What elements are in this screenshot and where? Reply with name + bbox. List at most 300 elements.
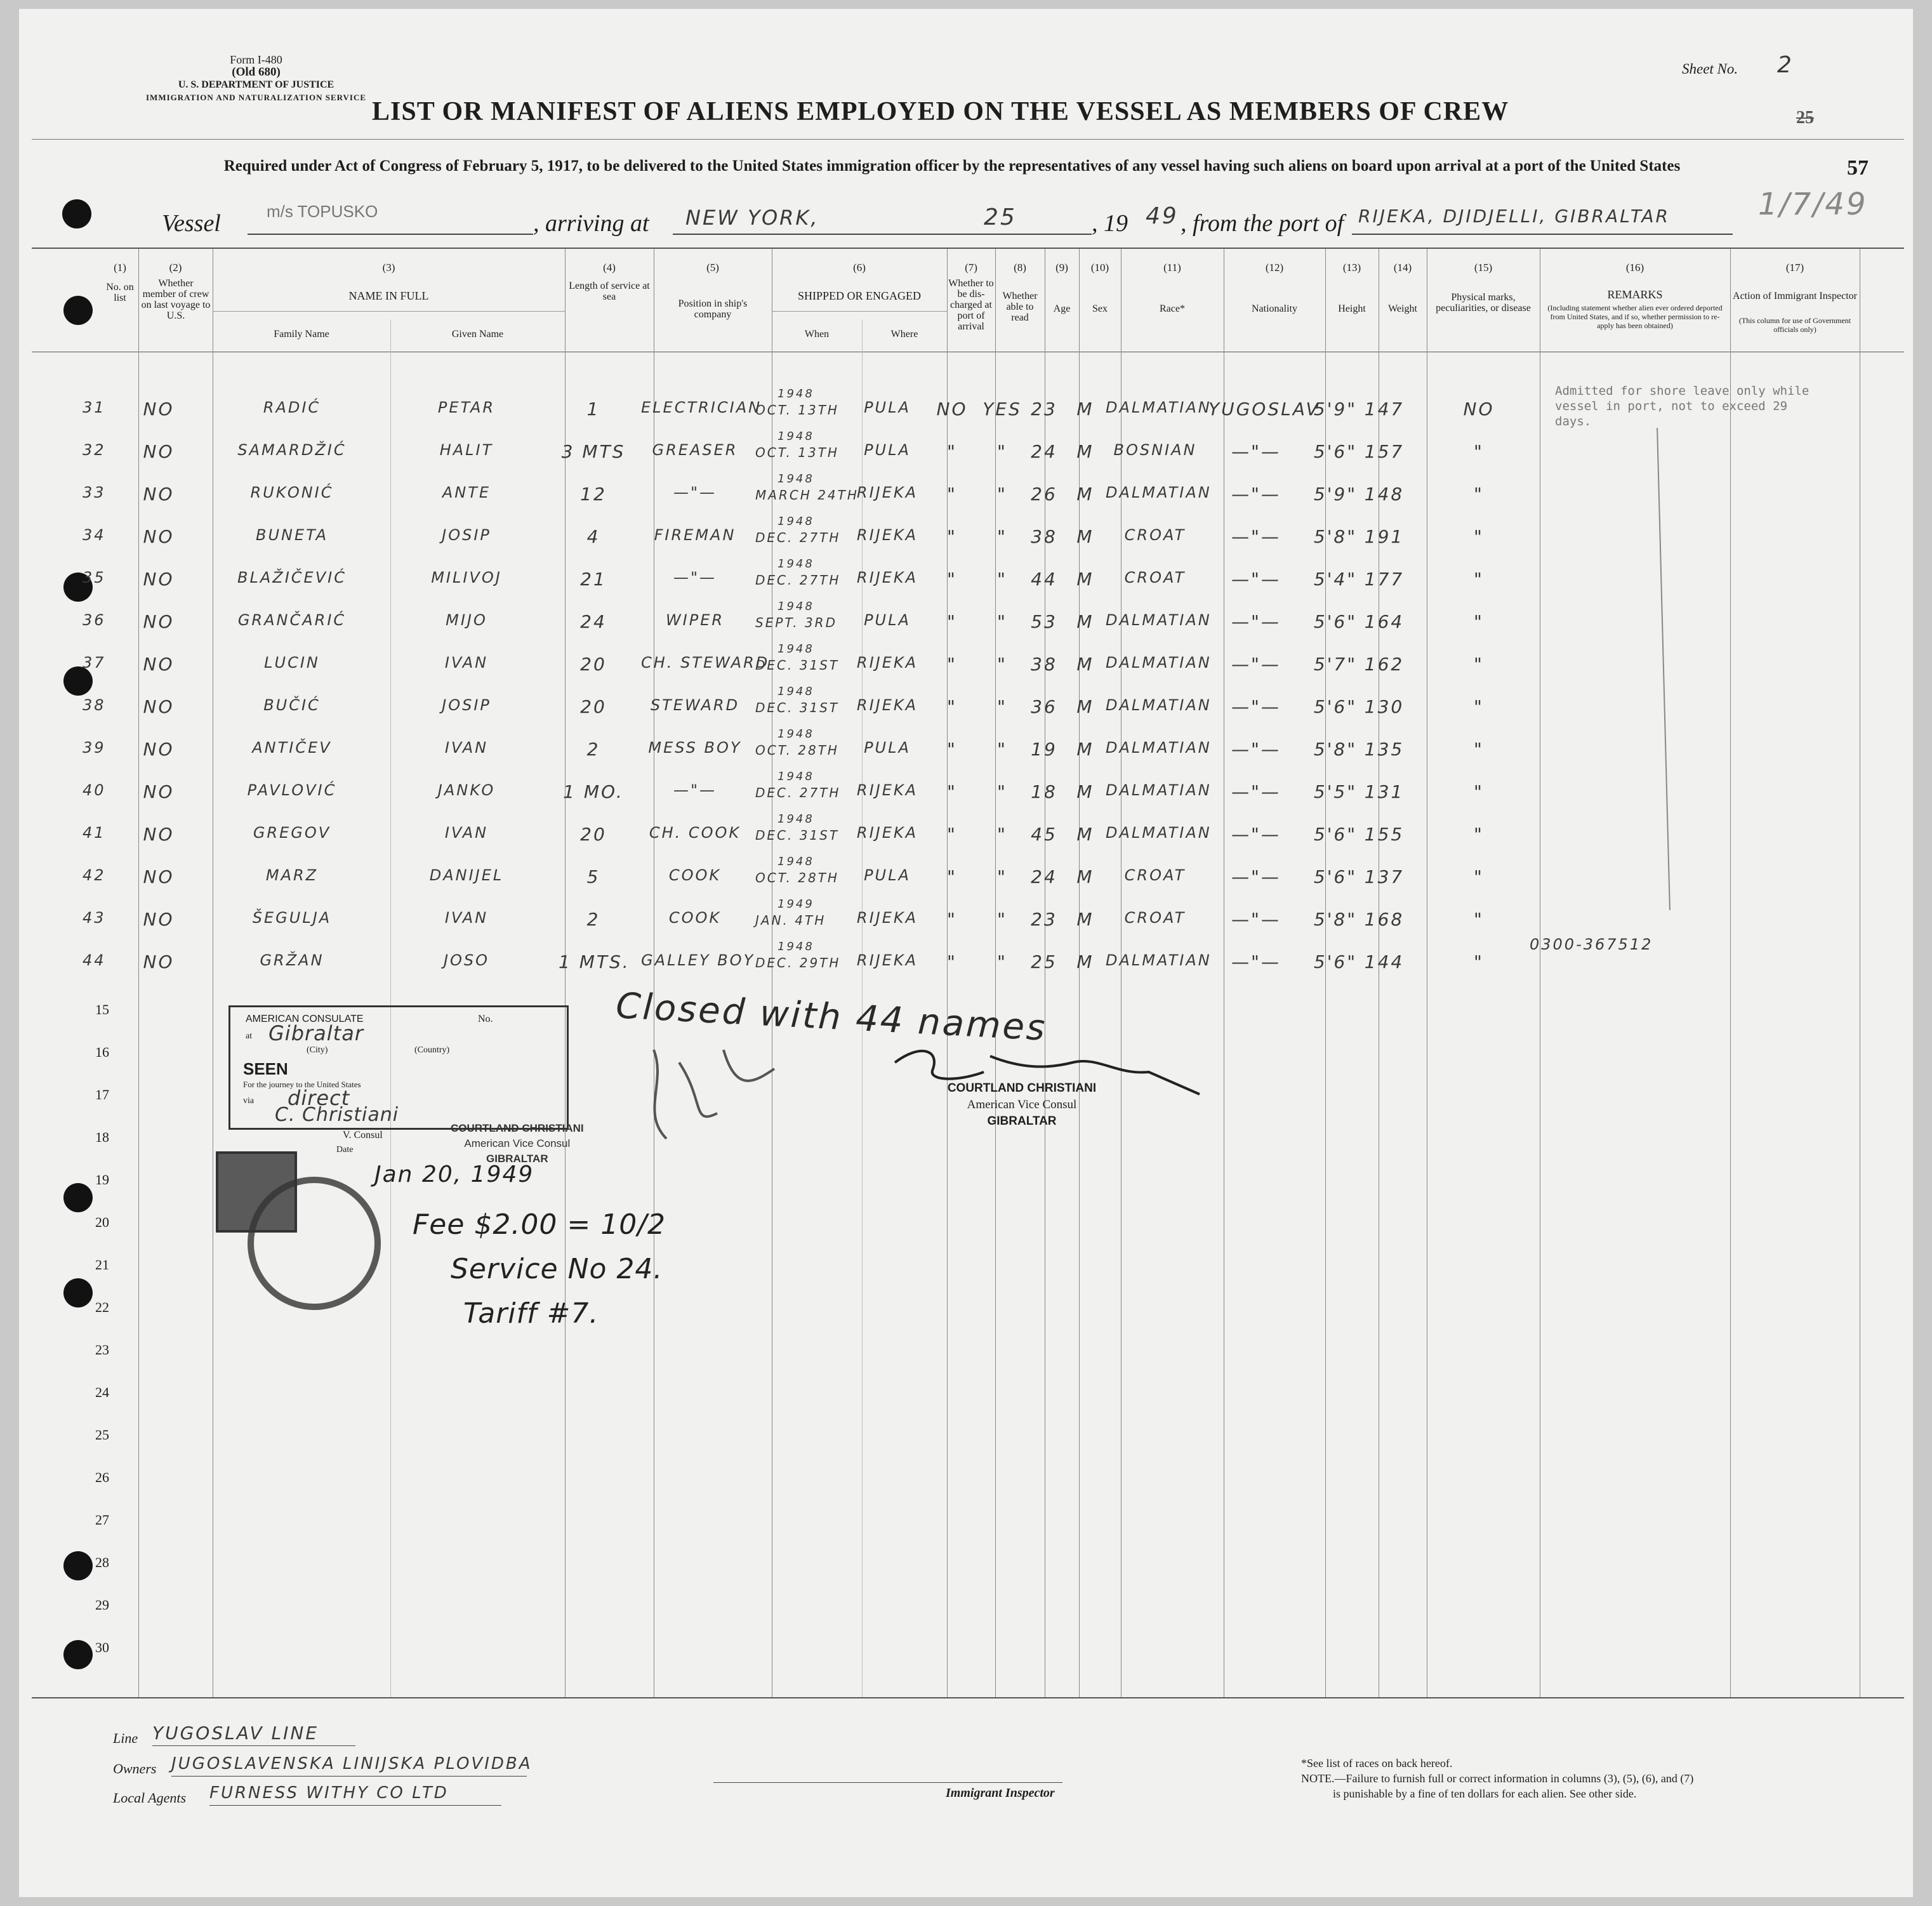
height: 5'8"	[1313, 909, 1358, 930]
race: CROAT	[1124, 569, 1186, 586]
crew-last-voyage: NO	[143, 569, 175, 590]
position: CH. COOK	[649, 824, 741, 842]
position: COOK	[668, 866, 722, 884]
empty-row-number: 24	[95, 1384, 109, 1400]
remark-row-44: 0300-367512	[1530, 936, 1653, 953]
position: COOK	[668, 909, 722, 927]
row-number: 43	[83, 909, 106, 927]
nationality: —"—	[1231, 611, 1281, 632]
empty-row-number: 21	[95, 1257, 109, 1273]
able-to-read: "	[997, 866, 1007, 887]
form-number: Form I-480	[230, 53, 282, 66]
given-name: HALIT	[439, 441, 494, 459]
header-action-note: (This column for use of Government officials only)	[1738, 316, 1851, 334]
stamp-city-label: (City)	[307, 1045, 328, 1055]
arrival-port: NEW YORK,	[685, 206, 819, 230]
shipped-where: RIJEKA	[856, 526, 918, 544]
position: —"—	[673, 781, 717, 799]
length-of-service: 24	[580, 611, 607, 632]
header-position: Position in ship's company	[678, 298, 748, 320]
stamp-at-label: at	[246, 1031, 253, 1041]
col-number: (10)	[1090, 261, 1109, 274]
shipped-where: RIJEKA	[856, 909, 918, 927]
position: FIREMAN	[654, 526, 736, 544]
position: GREASER	[652, 441, 738, 459]
owners: JUGOSLAVENSKA LINIJSKA PLOVIDBA	[171, 1754, 533, 1773]
row-number: 39	[83, 739, 106, 757]
empty-row-number: 30	[95, 1639, 109, 1655]
header-remarks: REMARKS	[1607, 288, 1663, 301]
nationality: —"—	[1231, 569, 1281, 590]
height: 5'9"	[1313, 399, 1358, 420]
age: 25	[1031, 951, 1057, 972]
header-physical-marks: Physical marks, peculiarities, or disease	[1436, 292, 1531, 314]
height: 5'5"	[1313, 781, 1358, 802]
col-number: (1)	[114, 261, 126, 274]
family-name: BUČIĆ	[263, 696, 321, 714]
able-to-read: "	[997, 781, 1007, 802]
physical-marks: "	[1474, 569, 1484, 590]
given-name: MILIVOJ	[431, 569, 502, 586]
age: 45	[1031, 824, 1057, 845]
punch-hole	[63, 1551, 93, 1580]
weight: 135	[1364, 739, 1405, 760]
discharged: "	[947, 611, 957, 632]
page-title: LIST OR MANIFEST OF ALIENS EMPLOYED ON THE VESSEL AS MEMBERS OF CREW	[372, 97, 1509, 126]
position: ELECTRICIAN	[641, 399, 762, 416]
able-to-read: "	[997, 696, 1007, 717]
family-name: MARZ	[265, 866, 319, 884]
height: 5'9"	[1313, 484, 1358, 505]
length-of-service: 2	[586, 739, 600, 760]
given-name: MIJO	[446, 611, 487, 629]
stamp-date: Jan 20, 1949	[374, 1161, 534, 1188]
shipped-year: 1948	[777, 770, 814, 783]
header-action-inspector: Action of Immigrant Inspector	[1733, 291, 1857, 301]
length-of-service: 12	[580, 484, 607, 505]
year-label: , 19	[1092, 210, 1128, 237]
race: DALMATIAN	[1106, 484, 1212, 501]
shipped-where: PULA	[864, 866, 911, 884]
shipped-where: RIJEKA	[856, 569, 918, 586]
row-number: 38	[83, 696, 106, 714]
race: BOSNIAN	[1113, 441, 1197, 459]
arriving-label: , arriving at	[533, 210, 649, 237]
remarks-shore-leave: Admitted for shore leave only while vessel in port, not to exceed 29 days.	[1555, 384, 1810, 428]
empty-row-number: 29	[95, 1597, 109, 1613]
empty-row-number: 18	[95, 1129, 109, 1145]
length-of-service: 2	[586, 909, 600, 930]
owners-label: Owners	[113, 1761, 157, 1777]
col-number: (4)	[603, 261, 616, 274]
struck-page-number: 25	[1796, 108, 1814, 128]
age: 53	[1031, 611, 1057, 632]
empty-row-number: 22	[95, 1299, 109, 1315]
age: 23	[1031, 399, 1057, 420]
remarks-ditto-line	[1657, 428, 1673, 910]
header-family-name: Family Name	[274, 329, 329, 340]
able-to-read: "	[997, 909, 1007, 930]
height: 5'6"	[1313, 951, 1358, 972]
col-number: (15)	[1474, 261, 1493, 274]
shipped-year: 1948	[777, 940, 814, 953]
shipped-year: 1948	[777, 600, 814, 613]
empty-row-number: 19	[95, 1172, 109, 1188]
physical-marks: "	[1474, 654, 1484, 675]
race: DALMATIAN	[1106, 399, 1212, 416]
crew-last-voyage: NO	[143, 611, 175, 632]
sex: M	[1076, 654, 1094, 675]
stamp-seen: SEEN	[243, 1059, 288, 1078]
shipped-when: DEC. 31ST	[755, 828, 840, 843]
discharged: "	[947, 569, 957, 590]
col-number: (13)	[1342, 261, 1361, 274]
agents-label: Local Agents	[113, 1790, 187, 1806]
row-number: 37	[83, 654, 106, 672]
header-name-in-full: NAME IN FULL	[348, 289, 429, 302]
crew-last-voyage: NO	[143, 441, 175, 462]
punch-hole	[63, 296, 93, 325]
length-of-service: 21	[580, 569, 607, 590]
departure-ports: RIJEKA, DJIDJELLI, GIBRALTAR	[1358, 206, 1670, 227]
header-nationality: Nationality	[1252, 303, 1297, 314]
nationality: —"—	[1231, 696, 1281, 717]
race: CROAT	[1124, 526, 1186, 544]
arrival-date: 25	[984, 204, 1017, 230]
col-number: (14)	[1393, 261, 1412, 274]
weight: 131	[1364, 781, 1405, 802]
able-to-read: "	[997, 951, 1007, 972]
shipped-year: 1948	[777, 387, 814, 400]
header-remarks-note: (Including statement whether alien ever ordered deported from United States, and if so, whether permission to re-apply has been obtained)	[1547, 303, 1723, 330]
col-number: (8)	[1014, 261, 1026, 274]
stamp-consulate: AMERICAN CONSULATE	[246, 1014, 364, 1024]
weight: 191	[1364, 526, 1405, 547]
sex: M	[1076, 611, 1094, 632]
discharged: "	[947, 441, 957, 462]
family-name: GREGOV	[253, 824, 331, 842]
sex: M	[1076, 781, 1094, 802]
empty-row-number: 20	[95, 1214, 109, 1230]
stamp-consul-block	[451, 1121, 584, 1167]
col-number: (9)	[1055, 261, 1068, 274]
height: 5'8"	[1313, 739, 1358, 760]
local-agents: FURNESS WITHY CO LTD	[209, 1784, 449, 1803]
shipping-line: YUGOSLAV LINE	[152, 1723, 319, 1744]
col-number: (17)	[1785, 261, 1804, 274]
family-name: PAVLOVIĆ	[247, 781, 337, 799]
shipped-year: 1948	[777, 812, 814, 826]
weight: 137	[1364, 866, 1405, 887]
length-of-service: 4	[586, 526, 600, 547]
vessel-name: m/s TOPUSKO	[267, 202, 378, 221]
shipped-where: RIJEKA	[856, 696, 918, 714]
height: 5'6"	[1313, 441, 1358, 462]
given-name: JOSO	[443, 951, 490, 969]
consulate-seal-icon	[248, 1177, 381, 1310]
stamp-journey: For the journey to the United States	[243, 1080, 361, 1089]
fee-line-3: Tariff #7.	[463, 1297, 599, 1330]
weight: 162	[1364, 654, 1405, 675]
stamp-signature: C. Christiani	[275, 1104, 399, 1126]
shipped-year: 1948	[777, 642, 814, 656]
given-name: JOSIP	[442, 526, 491, 544]
header-weight: Weight	[1388, 303, 1417, 314]
header-where: Where	[890, 329, 918, 340]
col-number: (16)	[1625, 261, 1644, 274]
age: 38	[1031, 526, 1057, 547]
shipped-year: 1948	[777, 557, 814, 571]
able-to-read: "	[997, 569, 1007, 590]
length-of-service: 1 MO.	[563, 781, 624, 802]
fee-line-2: Service No 24.	[451, 1253, 663, 1285]
given-name: IVAN	[444, 824, 489, 842]
family-name: BUNETA	[255, 526, 329, 544]
consul-place: GIBRALTAR	[987, 1115, 1057, 1128]
given-name: JOSIP	[442, 696, 491, 714]
length-of-service: 20	[580, 824, 607, 845]
given-name: IVAN	[444, 739, 489, 757]
department-name: U. S. DEPARTMENT OF JUSTICE	[178, 79, 334, 90]
given-name: IVAN	[444, 909, 489, 927]
able-to-read: "	[997, 611, 1007, 632]
family-name: LUCIN	[264, 654, 320, 672]
crew-last-voyage: NO	[143, 824, 175, 845]
header-length-of-service: Length of service at sea	[569, 281, 650, 302]
punch-hole	[63, 1278, 93, 1307]
physical-marks: "	[1474, 951, 1484, 972]
weight: 147	[1364, 399, 1405, 420]
given-name: ANTE	[442, 484, 491, 501]
nationality: —"—	[1231, 781, 1281, 802]
discharged: "	[947, 951, 957, 972]
nationality: —"—	[1231, 526, 1281, 547]
consular-visa-stamp	[228, 1005, 569, 1130]
race: DALMATIAN	[1106, 781, 1212, 799]
given-name: IVAN	[444, 654, 489, 672]
row-number: 34	[83, 526, 106, 544]
page-number: 57	[1847, 156, 1869, 180]
empty-row-number: 27	[95, 1512, 109, 1528]
age: 23	[1031, 909, 1057, 930]
family-name: GRANČARIĆ	[237, 611, 347, 629]
family-name: BLAŽIČEVIĆ	[237, 569, 347, 586]
weight: 144	[1364, 951, 1405, 972]
shipped-when: OCT. 13TH	[755, 445, 839, 460]
sex: M	[1076, 739, 1094, 760]
header-shipped-or-engaged: SHIPPED OR ENGAGED	[797, 289, 921, 302]
height: 5'6"	[1313, 696, 1358, 717]
physical-marks: "	[1474, 484, 1484, 505]
consul-name: COURTLAND CHRISTIANI	[947, 1082, 1097, 1095]
punch-hole	[63, 1640, 93, 1669]
shipped-year: 1948	[777, 515, 814, 528]
shipped-year: 1949	[777, 897, 814, 911]
weight: 155	[1364, 824, 1405, 845]
fine-note-2: is punishable by a fine of ten dollars for each alien. See other side.	[1333, 1787, 1637, 1800]
nationality: —"—	[1231, 909, 1281, 930]
discharged: "	[947, 526, 957, 547]
position: GALLEY BOY	[641, 951, 755, 969]
race: DALMATIAN	[1106, 951, 1212, 969]
shipped-where: PULA	[864, 611, 911, 629]
header-sex: Sex	[1092, 303, 1108, 314]
fine-note: NOTE.—Failure to furnish full or correct information in columns (3), (5), (6), and (7)	[1301, 1772, 1694, 1785]
weight: 130	[1364, 696, 1405, 717]
col-number: (7)	[965, 261, 977, 274]
sex: M	[1076, 866, 1094, 887]
crew-last-voyage: NO	[143, 781, 175, 802]
given-name: PETAR	[437, 399, 496, 416]
race: DALMATIAN	[1106, 654, 1212, 672]
crew-last-voyage: NO	[143, 951, 175, 972]
header-age: Age	[1053, 303, 1071, 314]
shipped-year: 1948	[777, 685, 814, 698]
punch-hole	[62, 199, 91, 228]
discharged: "	[947, 696, 957, 717]
stamp-no-label: No.	[478, 1014, 493, 1024]
races-note: *See list of races on back hereof.	[1301, 1757, 1453, 1770]
nationality: —"—	[1231, 824, 1281, 845]
crew-last-voyage: NO	[143, 739, 175, 760]
stamp-city: Gibraltar	[268, 1021, 364, 1045]
able-to-read: "	[997, 484, 1007, 505]
race: DALMATIAN	[1106, 611, 1212, 629]
position: WIPER	[665, 611, 725, 629]
able-to-read: YES	[983, 399, 1022, 420]
shipped-when: DEC. 29TH	[755, 955, 841, 970]
requirement-statement: Required under Act of Congress of February 5, 1917, to be delivered to the United States immigration officer by the representatives of any vessel having such aliens on board upon arrival at a port of the United States	[223, 157, 1681, 175]
weight: 177	[1364, 569, 1405, 590]
crew-last-voyage: NO	[143, 696, 175, 717]
row-number: 42	[83, 866, 106, 884]
family-name: RUKONIĆ	[250, 484, 334, 501]
stamp-via: direct	[288, 1086, 350, 1110]
sex: M	[1076, 696, 1094, 717]
empty-row-number: 16	[95, 1044, 109, 1060]
shipped-where: RIJEKA	[856, 484, 918, 501]
shipped-when: DEC. 31ST	[755, 700, 840, 715]
shipped-when: OCT. 13TH	[755, 402, 839, 418]
able-to-read: "	[997, 654, 1007, 675]
race: CROAT	[1124, 909, 1186, 927]
col-number: (12)	[1265, 261, 1284, 274]
from-port-label: , from the port of	[1181, 210, 1344, 237]
sex: M	[1076, 441, 1094, 462]
shipped-where: RIJEKA	[856, 951, 918, 969]
col-number: (11)	[1163, 261, 1181, 274]
sex: M	[1076, 484, 1094, 505]
header-given-name: Given Name	[451, 329, 504, 340]
shipped-when: SEPT. 3RD	[755, 615, 837, 630]
col-number: (5)	[706, 261, 719, 274]
header-when: When	[804, 329, 830, 340]
height: 5'7"	[1313, 654, 1358, 675]
position: STEWARD	[650, 696, 740, 714]
nationality: —"—	[1231, 951, 1281, 972]
physical-marks: "	[1474, 866, 1484, 887]
closing-statement: Closed with 44 names	[614, 985, 1048, 1049]
race: DALMATIAN	[1106, 824, 1212, 842]
inspector-signature	[628, 1024, 793, 1164]
age: 19	[1031, 739, 1057, 760]
sex: M	[1076, 909, 1094, 930]
age: 24	[1031, 866, 1057, 887]
manifest-sheet	[19, 9, 1913, 1897]
stamp-via-label: via	[243, 1096, 255, 1106]
physical-marks: "	[1474, 696, 1484, 717]
nationality: —"—	[1231, 484, 1281, 505]
empty-row-number: 25	[95, 1427, 109, 1443]
position: MESS BOY	[648, 739, 742, 757]
family-name: GRŽAN	[260, 951, 324, 969]
age: 24	[1031, 441, 1057, 462]
nationality: —"—	[1231, 441, 1281, 462]
able-to-read: "	[997, 526, 1007, 547]
row-number: 40	[83, 781, 106, 799]
shipped-year: 1948	[777, 727, 814, 741]
family-name: SAMARDŽIĆ	[237, 441, 347, 459]
sex: M	[1076, 526, 1094, 547]
form-identifier	[146, 53, 366, 104]
shipped-when: DEC. 27TH	[755, 530, 841, 545]
handwritten-date: 1/7/49	[1758, 187, 1868, 222]
crew-last-voyage: NO	[143, 909, 175, 930]
stamp-date-label: Date	[336, 1145, 354, 1155]
shipped-year: 1948	[777, 855, 814, 868]
length-of-service: 3 MTS	[561, 441, 626, 462]
shipped-year: 1948	[777, 472, 814, 486]
discharged: "	[947, 781, 957, 802]
stamp-vc: V. Consul	[343, 1130, 383, 1141]
immigrant-inspector-label: Immigrant Inspector	[946, 1786, 1055, 1800]
sheet-number-label: Sheet No.	[1682, 61, 1738, 77]
discharged: "	[947, 654, 957, 675]
physical-marks: "	[1474, 526, 1484, 547]
nationality: —"—	[1231, 654, 1281, 675]
line-label: Line	[113, 1730, 138, 1746]
age: 26	[1031, 484, 1057, 505]
physical-marks: "	[1474, 781, 1484, 802]
header-crew-last-voyage: Whether member of crew on last voyage to U.S.	[141, 278, 211, 321]
nationality: —"—	[1231, 866, 1281, 887]
empty-row-number: 28	[95, 1554, 109, 1570]
sex: M	[1076, 399, 1094, 420]
sex: M	[1076, 569, 1094, 590]
shipped-where: RIJEKA	[856, 781, 918, 799]
family-name: RADIĆ	[263, 399, 321, 416]
race: DALMATIAN	[1106, 739, 1212, 757]
shipped-when: OCT. 28TH	[755, 743, 839, 758]
row-number: 31	[83, 399, 106, 416]
sheet-number: 2	[1777, 52, 1794, 78]
stamp-country-label: (Country)	[414, 1045, 450, 1055]
nationality: YUGOSLAV	[1208, 399, 1320, 420]
age: 36	[1031, 696, 1057, 717]
sex: M	[1076, 951, 1094, 972]
physical-marks: NO	[1463, 399, 1495, 420]
family-name: ANTIČEV	[252, 739, 332, 757]
position: CH. STEWARD	[641, 654, 770, 672]
able-to-read: "	[997, 824, 1007, 845]
header-discharged: Whether to be dis-charged at port of arrival	[948, 278, 994, 332]
empty-row-number: 15	[95, 1002, 109, 1017]
height: 5'6"	[1313, 824, 1358, 845]
physical-marks: "	[1474, 441, 1484, 462]
row-number: 32	[83, 441, 106, 459]
race: DALMATIAN	[1106, 696, 1212, 714]
shipped-where: RIJEKA	[856, 824, 918, 842]
